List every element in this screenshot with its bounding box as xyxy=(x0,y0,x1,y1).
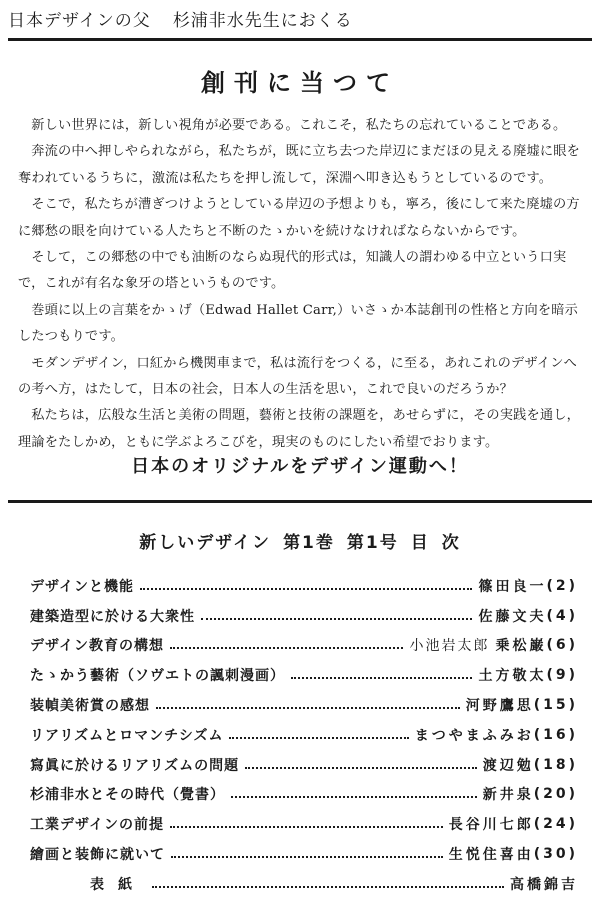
toc-entry-title: デザイン教育の構想 xyxy=(30,638,165,655)
page-header xyxy=(8,6,353,31)
toc-entry-page: (2) xyxy=(546,577,578,594)
toc-entry-author: 高橋錦吉 xyxy=(510,876,578,893)
toc-entry-author: まつやまふみお xyxy=(414,727,534,744)
toc-entry-title: 建築造型に於ける大衆性 xyxy=(30,608,195,625)
toc-leader xyxy=(245,767,477,769)
toc-leader xyxy=(170,647,403,649)
toc-entry-page: (20) xyxy=(533,786,578,803)
toc-entry-author: 新井泉 xyxy=(482,787,534,804)
toc-entry-page: (15) xyxy=(533,697,578,714)
toc-leader xyxy=(231,796,477,798)
toc-entry-title: 工業デザインの前提 xyxy=(30,817,165,834)
article-paragraph: そこで，私たちが漕ぎつけようとしている岸辺の予想よりも，寧ろ，後にして来た廃墟の方に郷愁の眼を向けている人たちと不断のたゝかいを続けなければならないからです。 xyxy=(18,197,580,239)
toc-entry-title: 杉浦非水とその時代（覺書） xyxy=(30,787,225,804)
article-paragraph: モダンデザイン，口紅から機関車まで，私は流行をつくる，に至る，あれこれのデザインへの考へ方，はたして，日本の社会，日本人の生活を思い，これで良いのだろうか？ xyxy=(18,355,578,398)
toc-entry xyxy=(30,571,578,601)
section-rule xyxy=(8,500,592,503)
article-paragraph: 巻頭に以上の言葉をかゝげ（Edwad Hallet Carr,）いさゝか本誌創刊の性格と方向を暗示したつもりです。 xyxy=(18,302,579,345)
toc-entry xyxy=(30,869,578,899)
toc-entry-title: たゝかう藝術（ソヴエトの諷刺漫画） xyxy=(30,668,285,685)
header-right: 杉浦非水先生におくる xyxy=(172,11,353,31)
toc-entry-page: (9) xyxy=(546,667,578,684)
toc-entry-page: (30) xyxy=(533,846,578,863)
header-left: 日本デザインの父 xyxy=(8,11,151,31)
article-title: 創刊に当つて xyxy=(201,69,399,97)
toc-entry xyxy=(30,750,578,780)
toc-entry xyxy=(30,839,578,869)
toc-leader xyxy=(171,856,443,858)
toc-entry-page: (6) xyxy=(546,637,578,654)
toc-entry-title: 装幀美術賞の感想 xyxy=(30,698,150,715)
toc-leader xyxy=(291,677,472,679)
article-paragraph: 私たちは，広般な生活と美術の問題，藝術と技術の課題を，あせらずに，その実践を通し，理論をたしかめ，ともに学ぶよろこびを，現実のものにしたい希望でおります。 xyxy=(18,408,581,450)
slogan: 日本のオリジナルをデザイン運動へ！ xyxy=(131,456,469,477)
toc-heading-moku: 目 xyxy=(410,533,430,553)
toc-leader xyxy=(156,707,460,709)
toc-leader xyxy=(170,826,443,828)
toc-entry xyxy=(30,690,578,720)
article-body xyxy=(18,113,586,456)
toc-entry-author: 土方敬太 xyxy=(478,668,547,685)
toc-entry-page: (18) xyxy=(533,756,578,773)
toc-entry-author: 佐藤文夫 xyxy=(478,608,547,625)
toc-heading xyxy=(0,528,600,553)
toc-leader xyxy=(229,737,408,739)
article-paragraph: 新しい世界には，新しい視角が必要である。これこそ，私たちの忘れていることである。 xyxy=(31,118,567,133)
toc-entry-page: (16) xyxy=(533,726,578,743)
toc-heading-volume: 第1巻 xyxy=(283,533,335,553)
toc-entry-page: (4) xyxy=(546,607,578,624)
toc-entry-title: 繪画と装飾に就いて xyxy=(30,847,165,864)
toc-entry-author: 乗松巌 xyxy=(495,638,547,655)
toc-entry xyxy=(30,809,578,839)
toc-entry-author: 渡辺勉 xyxy=(482,757,534,774)
toc-heading-issue: 第1号 xyxy=(346,533,399,553)
toc-leader xyxy=(140,588,472,590)
toc-heading-magazine: 新しいデザイン xyxy=(139,533,272,553)
toc-entry-title: 寫眞に於けるリアリズムの問題 xyxy=(30,757,240,774)
toc-entry xyxy=(30,631,578,661)
top-rule xyxy=(8,38,592,41)
toc-entry-author: 河野鷹思 xyxy=(465,698,534,715)
toc-entry-title: デザインと機能 xyxy=(30,578,135,595)
toc-entry xyxy=(30,601,578,631)
toc-entry xyxy=(30,720,578,750)
toc-entry-page: (24) xyxy=(533,816,578,833)
toc-entry-author: 長谷川七郎 xyxy=(448,817,534,834)
toc-entry-author: 篠田良一 xyxy=(478,578,547,595)
toc-leader xyxy=(201,618,472,620)
article-paragraph: 奔流の中へ押しやられながら，私たちが，既に立ち去つた岸辺にまだほの見える廃墟に眼を奪われているうちに，激流は私たちを押し流して，深淵へ叩き込もうとしているのです。 xyxy=(18,144,581,186)
toc-heading-ji: 次 xyxy=(441,533,461,553)
toc-entry xyxy=(30,660,578,690)
toc-leader xyxy=(152,886,504,888)
table-of-contents xyxy=(30,571,578,899)
toc-entry-coauthor: 小池岩太郎 xyxy=(409,638,490,655)
toc-entry-author: 生悦住喜由 xyxy=(448,847,534,864)
toc-entry-title: 表紙 xyxy=(90,876,146,893)
article-paragraph: そして，この郷愁の中でも油断のならぬ現代的形式は，知識人の謂わゆる中立という口実で，これが有名な象牙の塔というものです。 xyxy=(18,250,567,292)
toc-entry-title: リアリズムとロマンチシズム xyxy=(30,727,224,744)
toc-entry xyxy=(30,780,578,810)
